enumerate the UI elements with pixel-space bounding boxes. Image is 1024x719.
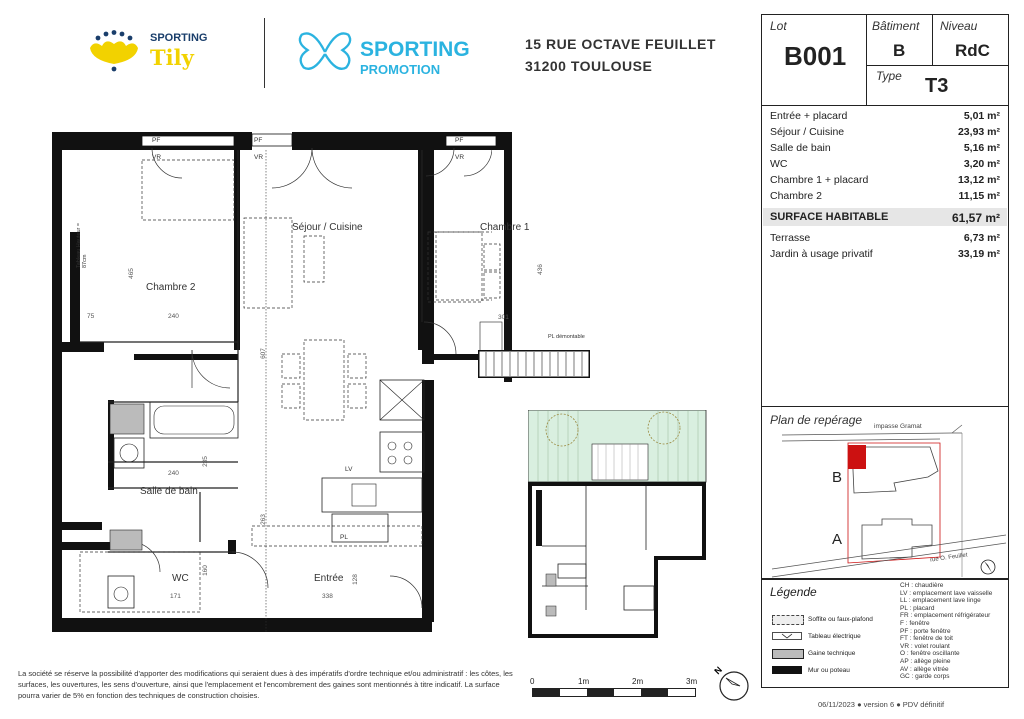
- tag-pf: PF: [254, 137, 263, 144]
- location-plan-title: Plan de repérage: [770, 413, 863, 427]
- legend-panel: Légende CH : chaudière LV : emplacement lave vaisselle LL : emplacement lave linge PL : placard FR : emplacement réfrigérateur F : fenêtre PF : porte fenêtre FT : fenêtre de toit VR : volet roulant O : fenêtre oscillante AP : allège pleine AV : allège vitrée GC : garde corps Soffite ou faux-plafond Tableau électrique Gaine technique Mur ou poteau: [761, 578, 1009, 688]
- mini-plan: [528, 410, 708, 640]
- scale-bar: [532, 688, 696, 697]
- dim: 263: [259, 514, 267, 525]
- exterior-row: Jardin à usage privatif 33,19 m²: [770, 248, 1000, 260]
- surfaces-panel: [761, 104, 1009, 407]
- floor-plan-right: [424, 132, 604, 382]
- room-entree: Entrée: [314, 573, 344, 584]
- room-sejour: Séjour / Cuisine: [292, 222, 363, 233]
- tag-vr: VR: [254, 154, 264, 161]
- promo-line2: PROMOTION: [360, 62, 441, 77]
- surface-habitable-row: SURFACE HABITABLE 61,57 m²: [770, 211, 1000, 225]
- wall-swatch: [772, 666, 802, 674]
- dim: 75: [87, 313, 95, 320]
- dim: 171: [170, 593, 181, 600]
- dim: 240: [168, 470, 179, 477]
- niveau-value: RdC: [955, 41, 990, 60]
- exterior-row: Terrasse 6,73 m²: [770, 232, 1000, 244]
- flower-icon: [88, 30, 140, 72]
- dim: 436: [536, 264, 544, 275]
- butterfly-icon: [296, 28, 354, 78]
- location-plan: [761, 406, 1009, 580]
- tag-pl-demontable: PL démontable: [548, 334, 585, 340]
- north-arrow-icon: [710, 660, 754, 704]
- dim: 128: [351, 574, 359, 585]
- gaine-swatch: [772, 649, 804, 659]
- scale-label: 1m: [578, 677, 590, 686]
- niveau-label: Niveau: [940, 19, 978, 33]
- batiment-label: Bâtiment: [872, 19, 920, 33]
- lot-label: Lot: [770, 19, 787, 33]
- tag-pf: PF: [455, 137, 464, 144]
- header-divider: [264, 18, 265, 88]
- brand-sporting: SPORTING: [150, 32, 208, 44]
- site-map: [762, 407, 1008, 579]
- room-sdb: Salle de bain: [140, 486, 198, 497]
- address-line2: 31200 TOULOUSE: [525, 58, 653, 74]
- surface-row: Salle de bain 5,16 m²: [770, 142, 1000, 154]
- street-top-label: impasse Gramat: [874, 423, 922, 430]
- dim: 240: [168, 313, 179, 320]
- chambre1-placard: [478, 350, 590, 378]
- legend-title: Légende: [770, 585, 817, 599]
- scale-label: 0: [530, 677, 535, 686]
- tag-vr: VR: [152, 154, 162, 161]
- dim: 338: [322, 593, 333, 600]
- room-wc: WC: [172, 573, 189, 584]
- dim: 607: [259, 348, 267, 359]
- brand-tily: Tily: [150, 45, 194, 70]
- tag-pl: PL: [340, 534, 348, 541]
- room-chambre1: Chambre 1: [480, 222, 530, 233]
- electrical-panel-icon: [772, 632, 802, 640]
- lot-card: [761, 14, 1009, 106]
- scale-label: 3m: [686, 677, 698, 686]
- batiment-value: B: [893, 41, 906, 60]
- surface-row: Chambre 2 11,15 m²: [770, 190, 1000, 202]
- tag-tableau: Tableau Hauteur = 87cm: [76, 222, 88, 268]
- dim: 235: [201, 456, 209, 467]
- type-value: T3: [925, 75, 949, 97]
- disclaimer: La société se réserve la possibilité d'apporter des modifications qui seraient dues à des impératifs d'ordre technique et/ou administratif : les côtes, les surfaces, les ouvertures, les sens d'ouverture, ainsi que l'emplacement et l'encombrement des gaines sont mentionnés à titre indicatif. La surface pourra varier de 5% en fonction des techniques de construction choisies.: [18, 669, 513, 700]
- sporting-promotion-logo: [296, 28, 496, 82]
- soffite-swatch: [772, 615, 804, 625]
- sporting-tily-logo: [88, 30, 228, 80]
- tag-lv: LV: [345, 466, 353, 473]
- svg-text:N: N: [712, 664, 725, 677]
- building-b-label: B: [832, 469, 843, 486]
- room-chambre2: Chambre 2: [146, 282, 196, 293]
- tag-pf: PF: [152, 137, 161, 144]
- scale-label: 2m: [632, 677, 644, 686]
- surface-row: WC 3,20 m²: [770, 158, 1000, 170]
- surface-row: Séjour / Cuisine 23,93 m²: [770, 126, 1000, 138]
- lot-value: B001: [784, 41, 847, 71]
- type-label: Type: [876, 69, 902, 83]
- dim: 465: [127, 268, 135, 279]
- dim: 160: [201, 565, 209, 576]
- promo-line1: SPORTING: [360, 38, 470, 61]
- tag-vr: VR: [455, 154, 465, 161]
- version-line: 06/11/2023 ● version 6 ● PDV définitif: [818, 700, 945, 709]
- surface-row: Chambre 1 + placard 13,12 m²: [770, 174, 1000, 186]
- abbreviation-list: CH : chaudière LV : emplacement lave vaisselle LL : emplacement lave linge PL : placard FR : emplacement réfrigérateur F : fenêtre PF : porte fenêtre FT : fenêtre de toit VR : volet roulant O : fenêtre oscillante AP : allège pleine AV : allège vitrée GC : garde corps: [900, 582, 993, 681]
- building-a-label: A: [832, 531, 843, 548]
- address-line1: 15 RUE OCTAVE FEUILLET: [525, 36, 716, 52]
- surface-row: Entrée + placard 5,01 m²: [770, 110, 1000, 122]
- street-bottom-label: rue O. Feuillet: [929, 552, 968, 564]
- dim: 301: [498, 314, 509, 321]
